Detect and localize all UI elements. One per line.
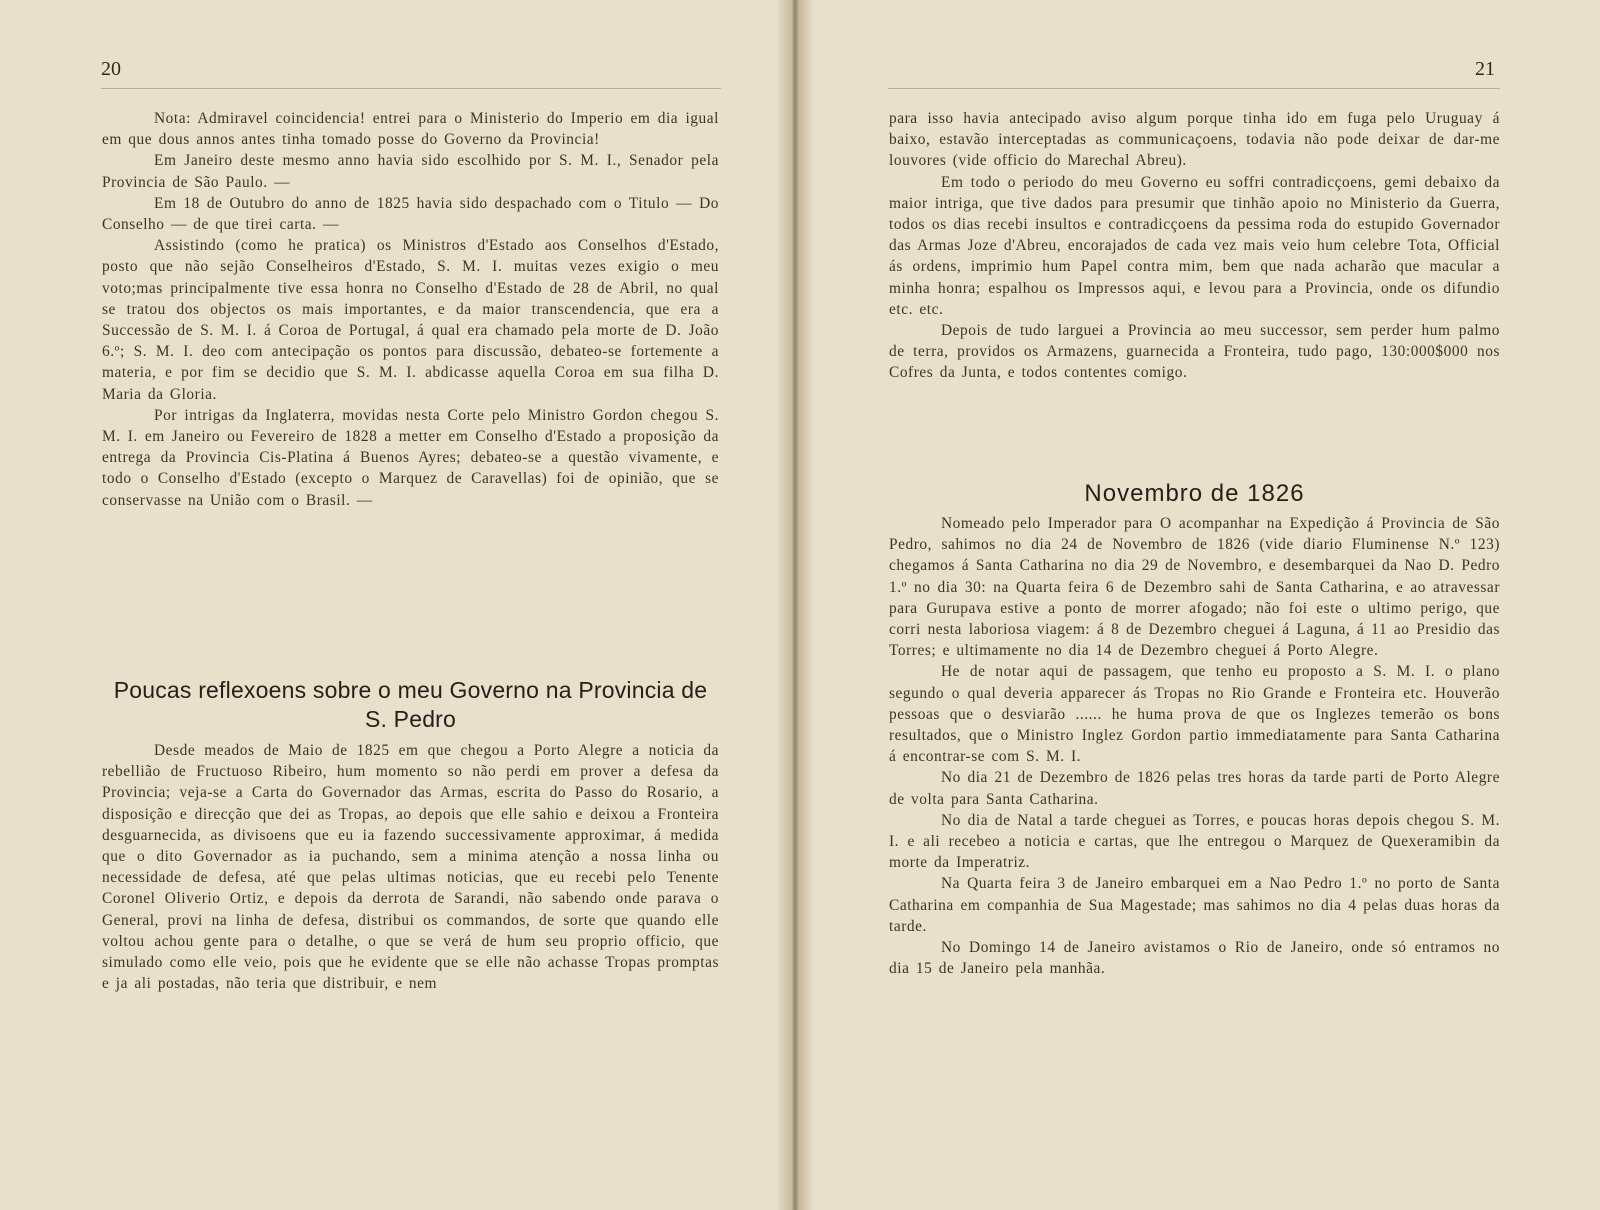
- paragraph: No dia 21 de Dezembro de 1826 pelas tres horas da tarde parti de Porto Alegre de volta para Santa Catharina.: [889, 769, 1500, 808]
- paragraph: Nomeado pelo Imperador para O acompanhar na Expedição á Provincia de São Pedro, sahimos no dia 24 de Novembro de 1826 (vide diario Fluminense N.º 123) chegamos á Santa Catharina no dia 29 de Novembro, e desembarquei da Nao D. Pedro 1.º no dia 30: na Quarta feira 6 de Dezembro sahi de Santa Catharina, e ao atravessar para Gurupava estive a ponto de morrer afogado; não foi este o ultimo perigo, que corri nesta laboriosa viagem: á 8 de Dezembro cheguei á Laguna, á 11 ao Presidio das Torres; e ultimamente no dia 14 de Dezembro cheguei á Porto Alegre.: [889, 515, 1500, 660]
- paragraph: Depois de tudo larguei a Provincia ao meu successor, sem perder hum palmo de terra, providos os Armazens, guarnecida a Fronteira, tudo pago, 130:000$000 nos Cofres da Junta, e todos contentes comigo.: [889, 322, 1500, 382]
- paragraph: No Domingo 14 de Janeiro avistamos o Rio de Janeiro, onde só entramos no dia 15 de Janeiro pela manhãa.: [889, 939, 1500, 978]
- body-text-bottom: [102, 740, 719, 994]
- header-rule: [101, 88, 721, 89]
- header-rule: [888, 88, 1500, 89]
- paragraph: Na Quarta feira 3 de Janeiro embarquei em a Nao Pedro 1.º no porto de Santa Catharina em companhia de Sua Magestade; mas sahimos no dia 4 pelas duas horas da tarde.: [889, 875, 1500, 935]
- section-heading: Novembro de 1826: [1084, 480, 1305, 507]
- paragraph: Assistindo (como he pratica) os Ministros d'Estado aos Conselhos d'Estado, posto que não sejão Conselheiros d'Estado, S. M. I. muitas vezes exigio o meu voto;mas principalmente tive essa honra no Conselho d'Estado de 28 de Abril, no qual se tratou dos objectos os mais importantes, e da maior transcendencia, que era a Successão de S. M. I. á Coroa de Portugal, á qual era chamado pela morte de D. João 6.º; S. M. I. deo com antecipação os pontos para discussão, debateo-se fortemente a materia, e por fim se decidio que S. M. I. abdicasse aquella Coroa em sua filha D. Maria da Gloria.: [102, 237, 719, 403]
- book-gutter: [778, 0, 812, 1210]
- left-page: [0, 0, 793, 1210]
- body-text-bottom: [889, 513, 1500, 979]
- page-number: 21: [1475, 58, 1495, 80]
- paragraph: Em Janeiro deste mesmo anno havia sido escolhido por S. M. I., Senador pela Provincia de São Paulo. —: [102, 152, 719, 191]
- paragraph: No dia de Natal a tarde cheguei as Torres, e poucas horas depois chegou S. M. I. e ali recebeo a noticia e cartas, que lhe entregou o Marquez de Quexeramibin da morte da Imperatriz.: [889, 811, 1500, 872]
- body-text-top: [102, 108, 719, 511]
- paragraph: Em todo o periodo do meu Governo eu soffri contradicçoens, gemi debaixo da maior intriga, que tive dados para presumir que tinhão apoio no Ministerio da Guerra, todos os dias recebi insultos e contradicçoens da pessima roda do estupido Governador das Armas Joze d'Abreu, encorajados de cada vez mais veio hum celebre Tota, Official ás ordens, imprimio hum Papel contra mim, bem que nada acharão que macular a minha honra; espalhou os Impressos aqui, e levou para a Provincia, onde os difundio etc. etc.: [889, 173, 1500, 318]
- body-text-top: [889, 108, 1500, 384]
- paragraph: Desde meados de Maio de 1825 em que chegou a Porto Alegre a noticia da rebellião de Fructuoso Ribeiro, hum momento so não perdi em prover a defesa da Provincia; veja-se a Carta do Governador das Armas, escrita do Passo do Rosario, a disposição e direcção que dei as Tropas, ao depois que elle sahio e deixou a Fronteira desguarnecida, as divisoens que eu ia fazendo successivamente approximar, á medida que o dito Governador as ia puchando, sem a minima atenção a nossa linha ou necessidade de defesa, até que pelas ultimas noticias, que eu recebi pelo Tenente Coronel Oliverio Ortiz, e depois da derrota de Sarandi, não sabendo onde parava o General, provi na linha de defesa, distribui os commandos, de sorte que quando elle voltou achou gente para o detalhe, o que se verá de hum seu proprio officio, que simulado como elle veio, pois que he evidente que se elle não achasse Tropas promptas e ja ali postadas, não teria que distribuir, e nem: [102, 742, 719, 993]
- paragraph: Nota: Admiravel coincidencia! entrei para o Ministerio do Imperio em dia igual em que dous annos antes tinha tomado posse do Governo da Provincia!: [102, 110, 719, 149]
- page-number: 20: [101, 58, 121, 80]
- paragraph: He de notar aqui de passagem, que tenho eu proposto a S. M. I. o plano segundo o qual deveria apparecer ás Tropas no Rio Grande e Fronteira etc. Houverão pessoas que o desviarão ...... he huma prova de que os Inglezes temerão os bons resultados, que o Ministro Inglez Gordon partio immediatamente para Santa Catharina á encontrar-se com S. M. I.: [889, 663, 1500, 766]
- paragraph: Por intrigas da Inglaterra, movidas nesta Corte pelo Ministro Gordon chegou S. M. I. em Janeiro ou Fevereiro de 1828 a metter em Conselho d'Estado a proposição da entrega da Provincia Cis-Platina á Buenos Ayres; debateo-se a questão vivamente, e todo o Conselho d'Estado (excepto o Marquez de Caravellas) foi de opinião, que se conservasse na União com o Brasil. —: [102, 406, 719, 509]
- section-heading: Poucas reflexoens sobre o meu Governo na Provincia de S. Pedro: [113, 677, 708, 732]
- paragraph: para isso havia antecipado aviso algum porque tinha ido em fuga pelo Uruguay á baixo, estavão interceptadas as communicaçoens, todavia não pode deixar de dar-me louvores (vide officio do Marechal Abreu).: [889, 110, 1500, 170]
- paragraph: Em 18 de Outubro do anno de 1825 havia sido despachado com o Titulo — Do Conselho — de que tirei carta. —: [102, 194, 719, 234]
